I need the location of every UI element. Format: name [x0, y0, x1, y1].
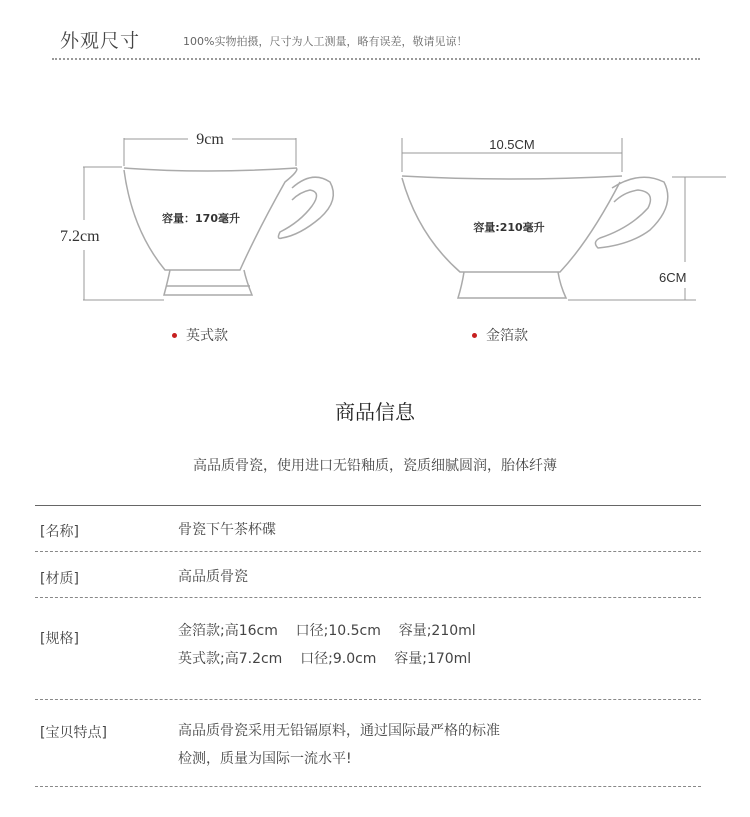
row-value-spec-english: 英式款;高7.2cm 口径;9.0cm 容量;170ml	[178, 651, 472, 667]
row-value-name: 骨瓷下午茶杯碟	[178, 522, 276, 538]
cup-dimension-diagram	[0, 110, 750, 310]
section-title: 外观尺寸	[60, 30, 141, 52]
row-value-features-line1: 高品质骨瓷采用无铅镉原料，通过国际最严格的标准	[178, 723, 500, 739]
english-cup-height-label: 7.2cm	[60, 228, 100, 245]
english-style-name: 英式款	[186, 328, 228, 344]
bullet-icon	[172, 333, 177, 338]
info-title: 商品信息	[335, 400, 415, 424]
gold-cup-drawing	[402, 176, 668, 298]
row-label-spec: [规格]	[40, 631, 79, 647]
info-description: 高品质骨瓷，使用进口无铅釉质，瓷质细腻圆润，胎体纤薄	[193, 458, 557, 474]
row-label-features: [宝贝特点]	[40, 725, 107, 741]
english-cup-drawing	[124, 168, 333, 295]
gold-cup-height-label: 6CM	[659, 270, 687, 285]
row-divider	[35, 699, 701, 700]
table-top-line	[35, 505, 701, 506]
row-value-material: 高品质骨瓷	[178, 569, 248, 585]
header-divider	[52, 58, 700, 60]
row-value-spec-gold: 金箔款;高16cm 口径;10.5cm 容量;210ml	[178, 623, 476, 639]
row-label-material: [材质]	[40, 571, 79, 587]
gold-style-name: 金箔款	[486, 328, 528, 344]
english-cup-capacity-label: 容量：170毫升	[162, 212, 240, 225]
gold-cup-width-label: 10.5CM	[489, 137, 535, 152]
gold-cup-capacity-label: 容量:210毫升	[473, 221, 545, 234]
bullet-icon	[472, 333, 477, 338]
english-cup-width-label: 9cm	[196, 131, 224, 148]
measurement-note: 100%实物拍摄，尺寸为人工测量，略有误差，敬请见谅！	[183, 35, 468, 48]
row-value-features-line2: 检测，质量为国际一流水平!	[178, 751, 352, 767]
english-style-caption	[172, 325, 228, 345]
row-divider	[35, 597, 701, 598]
row-divider	[35, 786, 701, 787]
row-divider	[35, 551, 701, 552]
gold-style-caption	[472, 325, 528, 345]
row-label-name: [名称]	[40, 524, 79, 540]
